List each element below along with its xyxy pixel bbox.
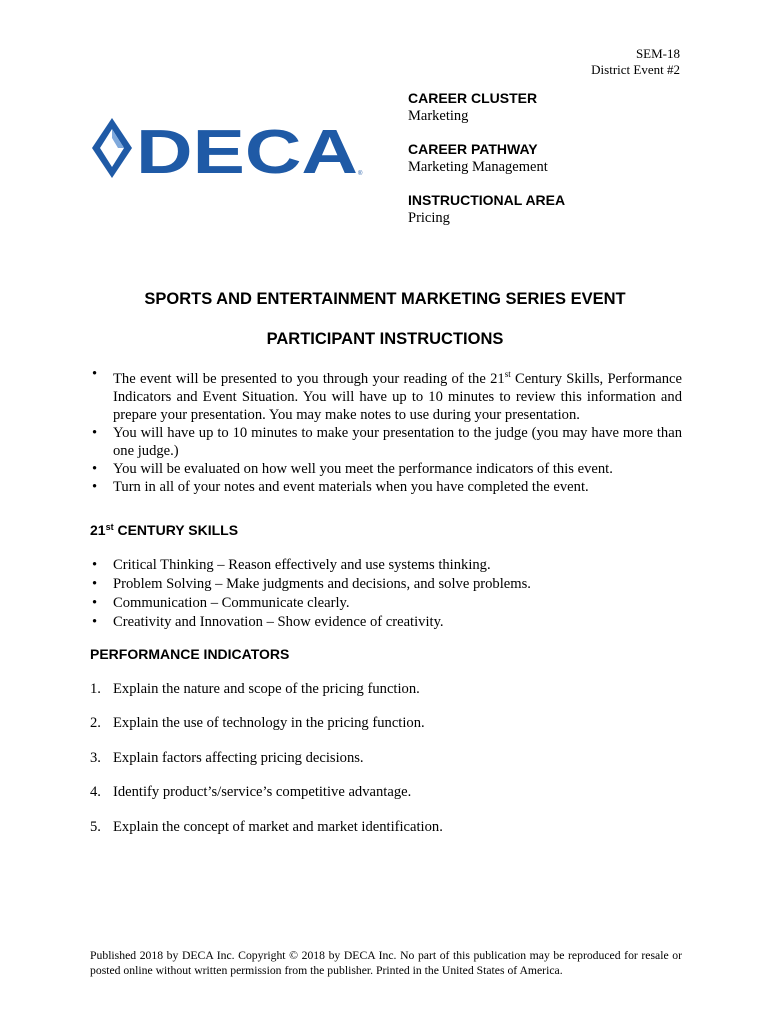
career-cluster-value: Marketing [408,108,469,124]
copyright-footer: Published 2018 by DECA Inc. Copyright © 2018 by DECA Inc. No part of this publication may be reproduced for resale or posted online without written permission from the publisher. Printed in the United States of America. [90,949,682,977]
event-code-block [591,46,680,78]
event-title: SPORTS AND ENTERTAINMENT MARKETING SERIES EVENT [144,290,626,308]
instructional-area-value: Pricing [408,210,450,226]
indicator-item: 1. Explain the nature and scope of the pricing function. [90,681,420,697]
skill-item: • Communication – Communicate clearly. [90,594,682,613]
indicator-item: 3. Explain factors affecting pricing decisions. [90,749,364,766]
skill-item: • Creativity and Innovation – Show evidence of creativity. [90,613,682,632]
career-pathway-value: Marketing Management [408,159,548,175]
instruction-item: • You will be evaluated on how well you meet the performance indicators of this event. [90,460,682,478]
skills-list [90,556,682,632]
deca-diamond-icon [92,118,132,178]
indicator-item: 2. Explain the use of technology in the pricing function. [90,715,425,732]
instruction-item: • You will have up to 10 minutes to make your presentation to the judge (you may have more than one judge.) [90,424,682,460]
instruction-item: • Turn in all of your notes and event materials when you have completed the event. [90,478,682,496]
instructions-list [90,365,682,496]
skill-item: • Critical Thinking – Reason effectively and use systems thinking. [90,556,682,575]
indicator-item: 4. Identify product’s/service’s competitive advantage. [90,784,412,801]
deca-logo [92,118,364,178]
instruction-item: • The event will be presented to you through your reading of the 21st Century Skills, Performance Indicators and Event Situation. You will have up to 10 minutes to review this information and prepare your presentation. You may make notes to use during your presentation. [90,365,682,424]
event-code: SEM-18 [635,46,680,61]
event-number: District Event #2 [591,62,680,77]
deca-wordmark: DECA [136,118,358,178]
skill-item: • Problem Solving – Make judgments and decisions, and solve problems. [90,575,682,594]
skills-heading: 21st CENTURY SKILLS [90,522,239,538]
participant-instructions-heading: PARTICIPANT INSTRUCTIONS [266,330,504,348]
career-cluster-label: CAREER CLUSTER [408,90,538,106]
instructional-area-label: INSTRUCTIONAL AREA [408,192,566,208]
career-info [408,90,708,243]
performance-indicators-heading: PERFORMANCE INDICATORS [90,646,290,662]
indicators-list [90,680,682,852]
indicator-item: 5. Explain the concept of market and market identification. [90,818,443,835]
registered-mark: ® [358,171,363,177]
career-pathway-label: CAREER PATHWAY [408,141,538,157]
